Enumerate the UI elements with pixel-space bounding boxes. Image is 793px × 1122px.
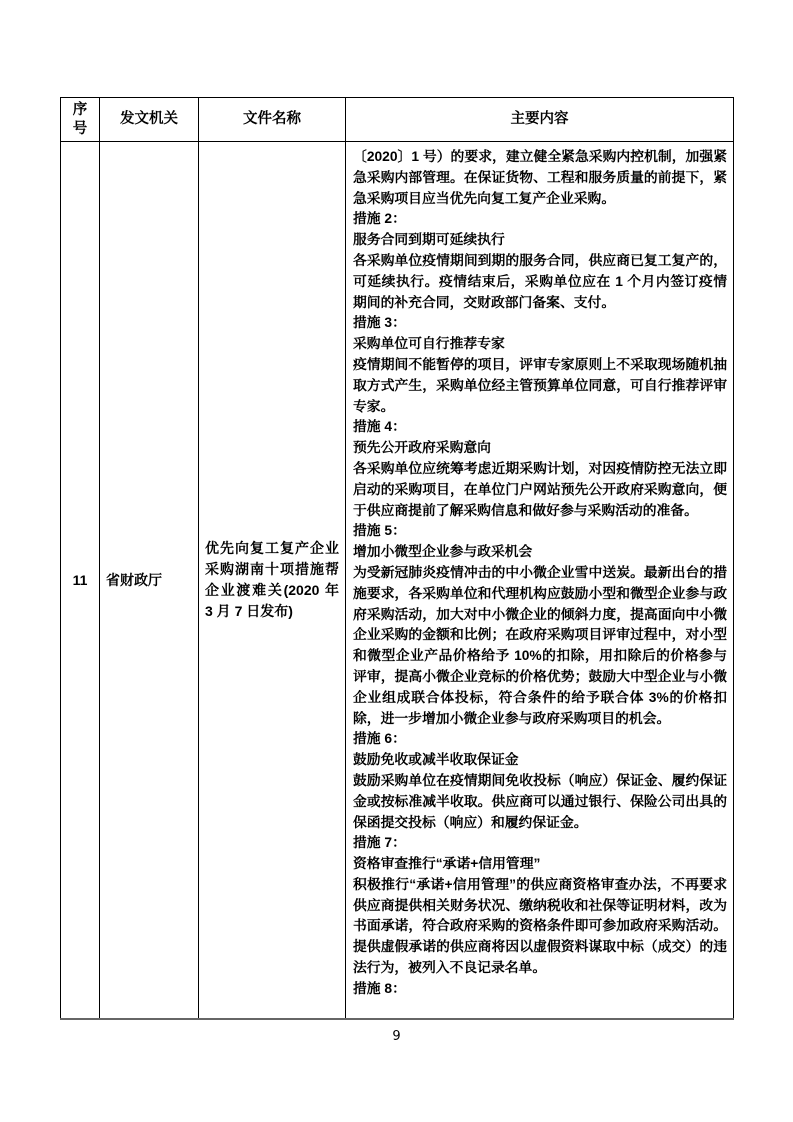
main-content-cell xyxy=(346,142,734,1019)
content-paragraph: 各采购单位疫情期间到期的服务合同，供应商已复工复产的，可延续执行。疫情结束后，采购单位应在 1 个月内签订疫情期间的补充合同，交财政部门备案、支付。 xyxy=(353,252,727,310)
content-paragraph: 疫情期间不能暂停的项目，评审专家原则上不采取现场随机抽取方式产生，采购单位经主管预算单位同意，可自行推荐评审专家。 xyxy=(353,356,727,414)
column-header-issuing-authority: 发文机关 xyxy=(100,98,199,142)
issuing-authority-cell: 省财政厅 xyxy=(100,142,199,1019)
column-header-index: 序号 xyxy=(61,98,100,142)
content-paragraph: 措施 6： xyxy=(353,731,406,747)
table-header-row xyxy=(61,98,734,142)
row-index-cell: 11 xyxy=(61,142,100,1019)
page-number: 9 xyxy=(392,1029,401,1044)
content-paragraph: 措施 5： xyxy=(353,523,406,539)
content-paragraph: 措施 4： xyxy=(353,419,406,435)
content-paragraph-list xyxy=(353,147,727,1000)
content-paragraph: 预先公开政府采购意向 xyxy=(353,440,491,456)
content-paragraph: 鼓励采购单位在疫情期间免收投标（响应）保证金、履约保证金或按标准减半收取。供应商可以通过银行、保险公司出具的保函提交投标（响应）和履约保证金。 xyxy=(353,772,727,830)
content-paragraph: 服务合同到期可延续执行 xyxy=(353,232,505,248)
content-paragraph: 采购单位可自行推荐专家 xyxy=(353,336,505,352)
content-paragraph: 鼓励免收或减半收取保证金 xyxy=(353,752,519,768)
content-paragraph: 增加小微型企业参与政采机会 xyxy=(353,544,533,560)
content-paragraph: 为受新冠肺炎疫情冲击的中小微企业雪中送炭。最新出台的措施要求，各采购单位和代理机构应鼓励小型和微型企业参与政府采购活动，加大对中小微企业的倾斜力度，提高面向中小微企业采购的金额和比例；在政府采购项目评审过程中，对小型和微型企业产品价格给予 10%的扣除，用扣除后的价格参与评审，提高小微企业竞标的价格优势；鼓励大中型企业与小微企业组成联合体投标，符合条件的给予联合体 3%的价格扣除，进一步增加小微企业参与政府采购项目的机会。 xyxy=(353,564,727,726)
content-paragraph: 各采购单位应统筹考虑近期采购计划，对因疫情防控无法立即启动的采购项目，在单位门户网站预先公开政府采购意向，便于供应商提前了解采购信息和做好参与采购活动的准备。 xyxy=(353,460,727,518)
content-paragraph: 积极推行“承诺+信用管理”的供应商资格审查办法，不再要求供应商提供相关财务状况、缴纳税收和社保等证明材料，改为书面承诺，符合政府采购的资格条件即可参加政府采购活动。提供虚假承诺的供应商将因以虚假资料谋取中标（成交）的违法行为，被列入不良记录名单。 xyxy=(353,876,727,976)
policy-measures-table xyxy=(60,97,734,1020)
table-row xyxy=(61,142,734,1019)
document-name-cell: 优先向复工复产企业采购湖南十项措施帮企业渡难关(2020 年 3 月 7 日发布) xyxy=(199,142,346,1019)
content-paragraph: 措施 2： xyxy=(353,211,406,227)
content-paragraph: 措施 8： xyxy=(353,980,406,996)
content-paragraph: 〔2020〕1 号）的要求，建立健全紧急采购内控机制，加强紧急采购内部管理。在保证货物、工程和服务质量的前提下，紧急采购项目应当优先向复工复产企业采购。 xyxy=(353,149,727,206)
content-paragraph: 措施 7： xyxy=(353,835,406,851)
content-paragraph: 措施 3： xyxy=(353,315,406,331)
column-header-main-content: 主要内容 xyxy=(346,98,734,142)
content-paragraph: 资格审查推行“承诺+信用管理” xyxy=(353,856,541,872)
column-header-document-name: 文件名称 xyxy=(199,98,346,142)
